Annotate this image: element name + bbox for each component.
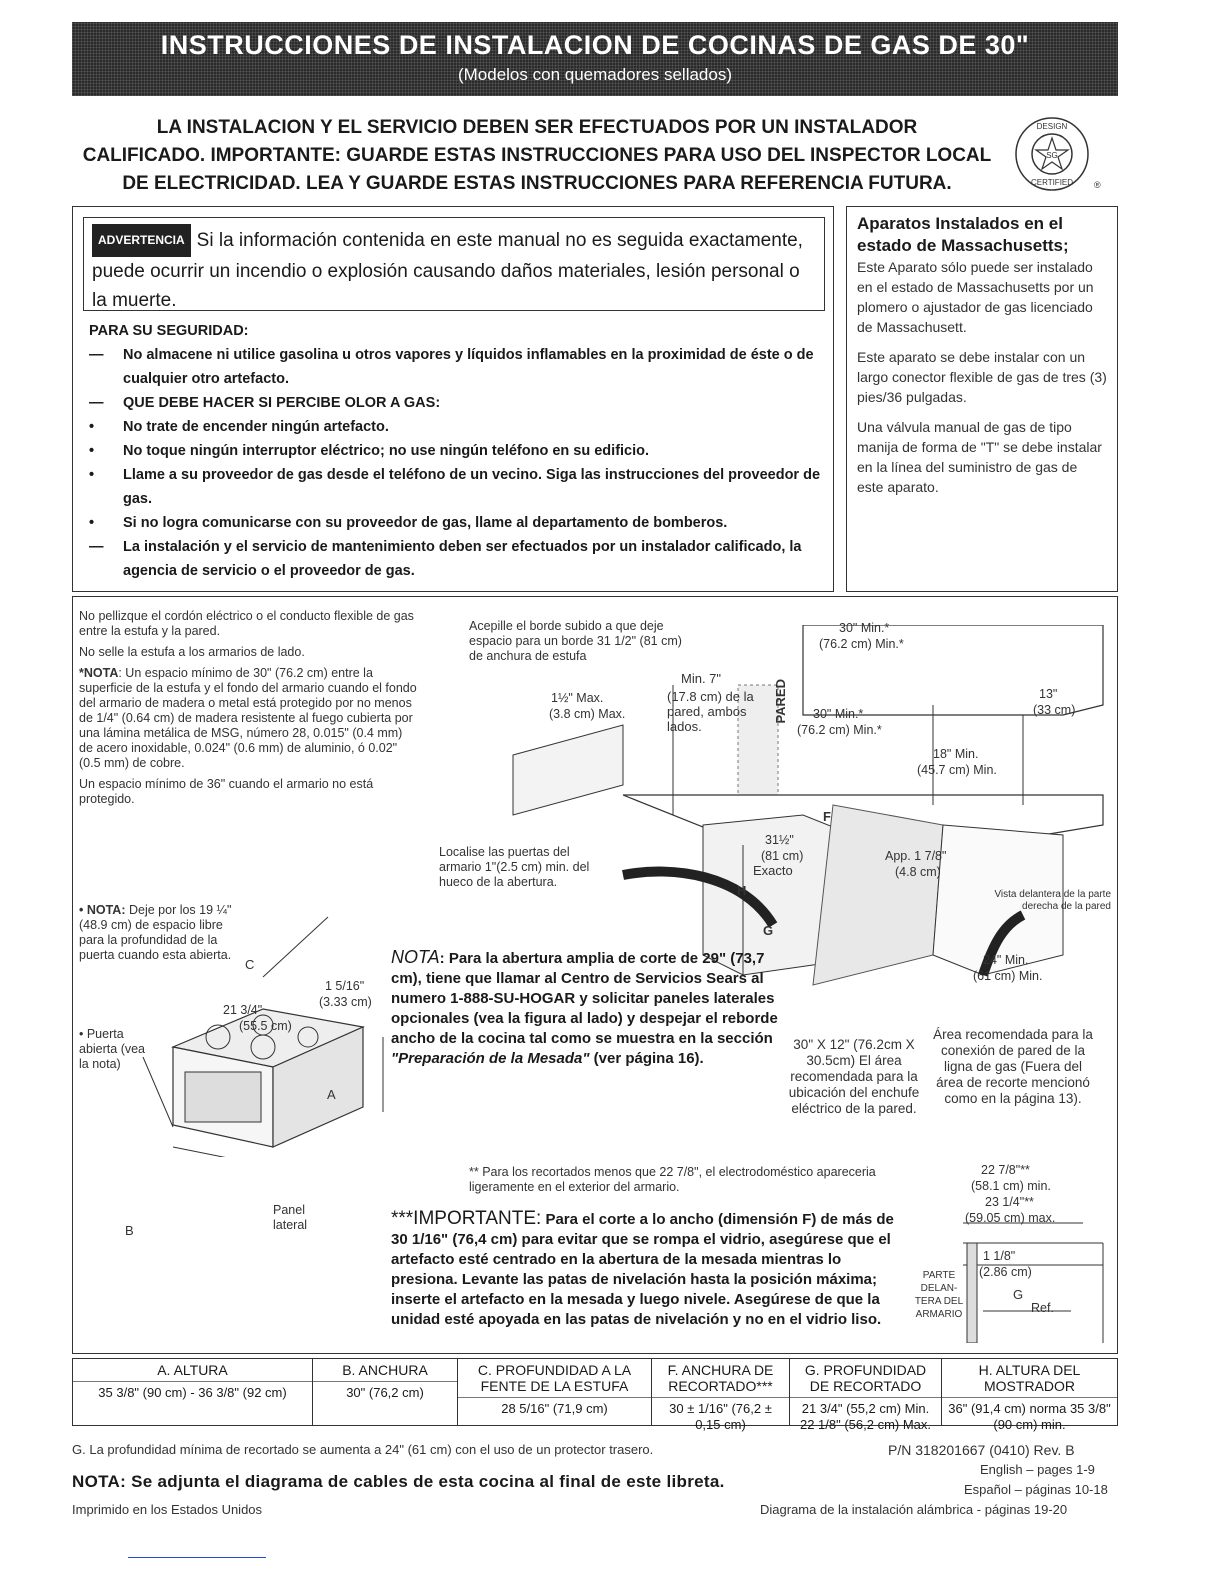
- min-30-mid-cm: (76.2 cm) Min.*: [797, 723, 882, 737]
- table-header: F. ANCHURA DE RECORTADO***: [652, 1359, 789, 1398]
- front-view-label: Vista delantera de la parte derecha de la pared: [994, 889, 1111, 912]
- table-header: A. ALTURA: [73, 1359, 312, 1382]
- min-30-top-cm: (76.2 cm) Min.*: [819, 637, 904, 651]
- table-header: H. ALTURA DEL MOSTRADOR: [942, 1359, 1117, 1398]
- left-notes: [79, 609, 419, 807]
- massachusetts-p3: Una válvula manual de gas de tipo manija de forma de "T" se debe instalar en la línea del suministro de gas de este aparato.: [857, 419, 1102, 495]
- table-cell: 30 ± 1/16" (76,2 ± 0,15 cm): [669, 1401, 772, 1432]
- notice-line-3: DE ELECTRICIDAD. LEA Y GUARDE ESTAS INSTRUCCIONES PARA REFERENCIA FUTURA.: [122, 173, 952, 194]
- min-30-mid: 30" Min.*: [813, 707, 864, 721]
- min-24: 24" Min.: [983, 953, 1029, 967]
- massachusetts-p1: Este Aparato sólo puede ser instalado en el estado de Massachusetts por un plomero o ajustador de gas licenciado de Massachusett.: [857, 259, 1094, 335]
- table-header: G. PROFUNDIDAD DE RECORTADO: [790, 1359, 941, 1398]
- seal-bottom-text: CERTIFIED: [1030, 178, 1074, 187]
- table-column: [458, 1359, 652, 1425]
- massachusetts-p2: Este aparato se debe instalar con un largo conector flexible de gas de tres (3) pies/36 pulgadas.: [857, 349, 1107, 405]
- seal-center-text: SG: [1046, 151, 1058, 160]
- letter-g: G: [763, 923, 774, 938]
- nota-29-cutout: NOTA: Para la abertura amplia de corte de 29" (73,7 cm), tiene que llamar al Centro de Servicios Sears al numero 1-888-SU-HOGAR y solicitar paneles laterales opcionales (vea la figura al lado) y despejar el reborde ancho de la cocina tal como se muestra en la sección "Preparación de la Mesada" (ver página 16).: [391, 947, 778, 1067]
- table-column: [73, 1359, 313, 1425]
- acepille-note: Acepille el borde subido a que deje espacio para un borde 31 1/2" (81 cm) de anchura de estufa: [469, 619, 682, 663]
- title-banner: [72, 22, 1118, 96]
- safety-item: • Llame a su proveedor de gas desde el teléfono de un vecino. Siga las instrucciones del proveedor de gas.: [89, 467, 821, 507]
- cutout-note: ** Para los recortados menos que 22 7/8", el electrodoméstico apareceria ligeramente en el exterior del armario.: [469, 1165, 876, 1194]
- safety-warning-box: [72, 206, 834, 592]
- letter-f: F: [823, 809, 831, 824]
- dim-2-86: (2.86 cm): [979, 1265, 1032, 1279]
- dim-13-cm: (33 cm): [1033, 703, 1076, 717]
- note-pinch: No pellizque el cordón eléctrico o el conducto flexible de gas entre la estufa y la pared.: [79, 609, 414, 638]
- gas-area-note: Área recomendada para la conexión de pared de la ligna de gas (Fuera del área de recorte mencionó como en la página 13).: [933, 1027, 1093, 1106]
- safety-item: — La instalación y el servicio de mantenimiento deben ser efectuados por un instalador calificado, la agencia de servicio o el proveedor de gas.: [89, 539, 802, 579]
- parte-delantera-label: PARTE DELAN- TERA DEL ARMARIO: [914, 1270, 964, 1320]
- notice-line-1: LA INSTALACION Y EL SERVICIO DEBEN SER EFECTUADOS POR UN INSTALADOR: [156, 117, 918, 138]
- part-number: P/N 318201667 (0410) Rev. B: [888, 1442, 1075, 1458]
- wiring-diagram-note: NOTA: Se adjunta el diagrama de cables de esta cocina al final de este libreta.: [72, 1472, 725, 1491]
- dim-b-label: B: [125, 1223, 134, 1238]
- massachusetts-title: Aparatos Instalados en el estado de Massachusetts;: [857, 214, 1069, 255]
- safety-item: • No trate de encender ningún artefacto.: [89, 419, 389, 435]
- dim-3-33: (3.33 cm): [319, 995, 372, 1009]
- table-column: [942, 1359, 1117, 1432]
- exacto-label: Exacto: [753, 863, 793, 878]
- dim-21-34: 21 3/4": [223, 1003, 263, 1017]
- page-subtitle: (Modelos con quemadores sellados): [457, 65, 733, 84]
- dim-59-05: (59.05 cm) max.: [965, 1211, 1056, 1225]
- side-panel-label: Panel lateral: [273, 1203, 308, 1232]
- door-note: • NOTA: Deje por los 19 ¼" (48.9 cm) de espacio libre para la profundidad de la puerta cuando esta abierta.: [79, 903, 232, 962]
- pared-label: PARED: [773, 679, 788, 724]
- dim-1-516: 1 5/16": [325, 979, 365, 993]
- seal-top-text: DESIGN: [1036, 122, 1068, 131]
- warning-label: ADVERTENCIA: [92, 224, 191, 257]
- min-30-top: 30" Min.*: [839, 621, 890, 635]
- min-7-detail: (17.8 cm) de la pared, ambos lados.: [667, 689, 754, 734]
- max-1-12: 1½" Max.: [551, 691, 604, 705]
- dim-81-cm: (81 cm): [761, 849, 804, 863]
- note-seal: No selle la estufa a los armarios de lado.: [79, 645, 305, 659]
- safety-item: — No almacene ni utilice gasolina u otros vapores y líquidos inflamables en la proximidad de éste o de cualquier otro artefacto.: [89, 347, 814, 387]
- max-3-8: (3.8 cm) Max.: [549, 707, 626, 721]
- dimensions-table: [72, 1358, 1118, 1432]
- g-depth-note: G. La profundidad mínima de recortado se aumenta a 24" (61 cm) con el uso de un protector trasero.: [72, 1442, 654, 1457]
- table-column: [652, 1359, 790, 1432]
- table-header: C. PROFUNDIDAD A LA FENTE DE LA ESTUFA: [458, 1359, 651, 1398]
- dim-c-label: C: [245, 957, 255, 972]
- safety-title: PARA SU SEGURIDAD:: [89, 323, 249, 339]
- massachusetts-box: [846, 206, 1118, 592]
- dim-18-cm: (45.7 cm) Min.: [917, 763, 997, 777]
- min-7: Min. 7": [681, 671, 722, 686]
- table-cell: 28 5/16" (71,9 cm): [501, 1401, 608, 1416]
- electrical-area-note: 30" X 12" (76.2cm X 30.5cm) El área recomendada para la ubicación del enchufe eléctrico de la pared.: [788, 1037, 920, 1116]
- table-cell: 36" (91,4 cm) norma 35 3/8" (90 cm) min.: [948, 1401, 1111, 1432]
- letter-h: H: [737, 883, 747, 898]
- installation-diagram: [72, 596, 1118, 1354]
- safety-item: • No toque ningún interruptor eléctrico; no use ningún teléfono en su edificio.: [89, 443, 650, 459]
- safety-item: • Si no logra comunicarse con su proveedor de gas, llame al departamento de bomberos.: [89, 515, 728, 531]
- svg-text:®: ®: [1094, 180, 1101, 190]
- design-certified-seal-icon: [1008, 114, 1102, 194]
- table-cell: 30" (76,2 cm): [346, 1385, 424, 1400]
- dim-58-1: (58.1 cm) min.: [971, 1179, 1051, 1193]
- table-cell: 35 3/8" (90 cm) - 36 3/8" (92 cm): [98, 1385, 287, 1400]
- safety-list: [89, 319, 825, 583]
- min-24-cm: (61 cm) Min.: [973, 969, 1043, 983]
- installer-notice: [72, 114, 1002, 198]
- dim-23-14: 23 1/4"**: [985, 1195, 1034, 1209]
- notice-line-2: CALIFICADO. IMPORTANTE: GUARDE ESTAS INSTRUCCIONES PARA USO DEL INSPECTOR LOCAL: [82, 145, 992, 166]
- page-title: INSTRUCCIONES DE INSTALACION DE COCINAS DE GAS DE 30": [160, 30, 1030, 60]
- table-cell: 21 3/4" (55,2 cm) Min. 22 1/8" (56,2 cm) Max.: [799, 1401, 932, 1432]
- warning-statement: [83, 217, 825, 311]
- dim-13: 13": [1039, 687, 1058, 701]
- printed-in: Imprimido en los Estados Unidos: [72, 1502, 263, 1517]
- note-clearance: *NOTA: Un espacio mínimo de 30" (76.2 cm) entre la superficie de la estufa y el fondo del armario cuando el fondo del armario de madera o metal está protegido por no menos de 1/4" (0.64 cm) de madera resistente al fuego cubierta por una lámina metálica de MSG, número 28, 0.015" (0.4 mm) de acero inoxidable, 0.024" (0.6 mm) de aluminio, ó 0.02" (0.5 mm) de cobre.: [79, 666, 417, 770]
- dim-4-8: (4.8 cm): [895, 865, 941, 879]
- lang-espanol: Español – páginas 10-18: [964, 1482, 1108, 1497]
- g-ref-label: Ref.: [1031, 1301, 1054, 1315]
- warning-text: Si la información contenida en este manual no es seguida exactamente, puede ocurrir un incendio o explosión causando daños materiales, lesión personal o la muerte.: [92, 230, 803, 311]
- dim-22-78: 22 7/8"**: [981, 1163, 1030, 1177]
- dim-55-5: (55.5 cm): [239, 1019, 292, 1033]
- safety-item: — QUE DEBE HACER SI PERCIBE OLOR A GAS:: [89, 395, 441, 411]
- importante-note: ***IMPORTANTE: Para el corte a lo ancho (dimensión F) de más de 30 1/16" (76,4 cm) para evitar que se rompa el vidrio, asegúrese que el artefacto esté centrado en la abertura de la mesada mientras lo presiona. Levante las patas de nivelación hasta la posición máxima; inserte el artefacto en la mesada y luego nivele. Asegúrese de que la unidad esté apoyada en las patas de nivelación y no en el vidrio liso.: [391, 1208, 894, 1328]
- localise-note: Localise las puertas del armario 1"(2.5 cm) min. del hueco de la abertura.: [439, 845, 590, 889]
- wiring-pages: Diagrama de la instalación alámbrica - páginas 19-20: [760, 1502, 1068, 1517]
- bottom-link-line: [128, 1557, 266, 1558]
- dim-a-label: A: [327, 1087, 336, 1102]
- note-unprotected: Un espacio mínimo de 36" cuando el armario no está protegido.: [79, 777, 374, 806]
- table-column: [790, 1359, 942, 1432]
- app-1-78: App. 1 7/8": [885, 849, 947, 863]
- lang-english: English – pages 1-9: [980, 1462, 1095, 1477]
- dim-31-12: 31½": [765, 833, 794, 847]
- table-header: B. ANCHURA: [313, 1359, 457, 1382]
- g-ref-letter: G: [1013, 1287, 1024, 1302]
- table-column: [313, 1359, 458, 1425]
- dim-1-18: 1 1/8": [983, 1249, 1016, 1263]
- cutout-detail-illustration: [953, 1213, 1113, 1343]
- dim-18: 18" Min.: [933, 747, 979, 761]
- door-open-label: • Puerta abierta (vea la nota): [79, 1027, 146, 1071]
